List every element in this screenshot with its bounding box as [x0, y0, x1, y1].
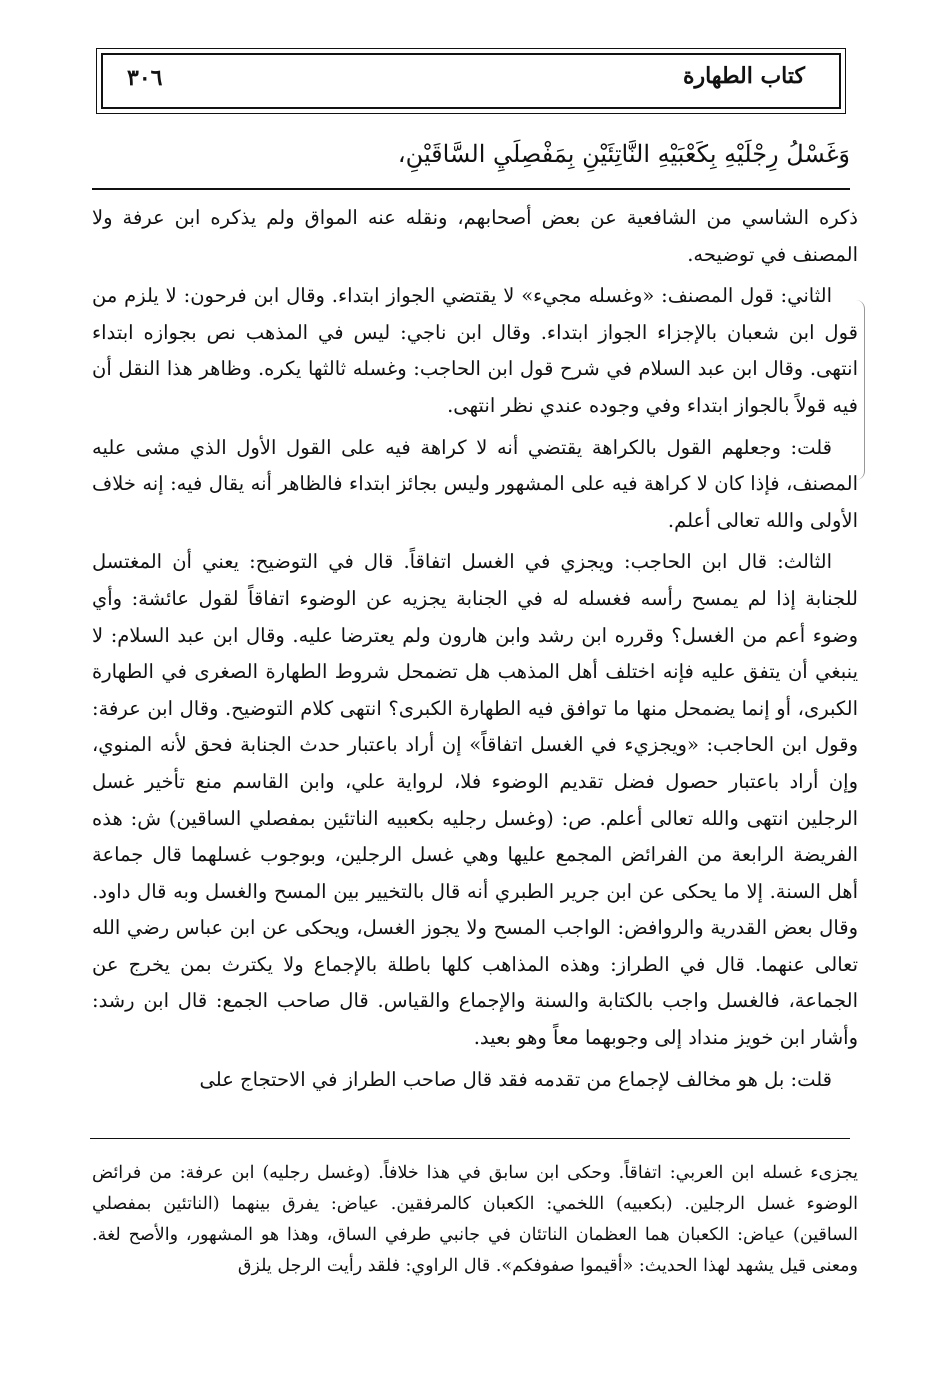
paragraph: قلت: بل هو مخالف لإجماع من تقدمه فقد قال صاحب الطراز في الاحتجاج على — [199, 1067, 832, 1091]
footnote-divider — [90, 1138, 850, 1139]
top-divider — [92, 188, 850, 190]
paragraph: قلت: وجعلهم القول بالكراهة يقتضي أنه لا كراهة فيه على القول الأول الذي مشى عليه المصنف، فإذا كان لا كراهة فيه على المشهور وليس بجائز ابتداء فالظاهر أنه يقال فيه: إنه خلاف الأولى والله تعالى أعلم. — [92, 435, 858, 532]
page-number: ٣٠٦ — [127, 65, 163, 91]
paragraph: الثالث: قال ابن الحاجب: ويجزي في الغسل اتفاقاً. قال في التوضيح: يعني أن المغتسل للجنابة إذا لم يمسح رأسه فغسله له في الجنابة يجزيه عن الوضوء اتفاقاً لقول عائشة: وأي وضوء أعم من الغسل؟ وقرره ابن رشد وابن هارون ولم يعترضا عليه. وقال ابن عبد السلام: لا ينبغي أن يتفق عليه فإنه اختلف أهل المذهب هل تضمحل شروط الطهارة الصغرى في الطهارة الكبرى، أو إنما يضمحل منها ما توافق فيه الطهارة الكبرى؟ انتهى كلام التوضيح. وقال ابن عرفة: وقول ابن الحاجب: «ويجزيء في الغسل اتفاقاً» إن أراد باعتبار حدث الجنابة فحق لأنه المنوي، وإن أراد باعتبار حصول فضل تقديم الوضوء فلا، لرواية علي، وابن القاسم منع تأخير غسل الرجلين انتهى والله تعالى أعلم. ص: (وغسل رجليه بكعبيه الناتئين بمفصلي الساقين) ش: هذه الفريضة الرابعة من الفرائض المجمع عليها وهي غسل الرجلين، وبوجوب غسلهما قال جماعة أهل السنة. إلا ما يحكى عن ابن جرير الطبري أنه قال بالتخيير بين المسح والغسل وبه قال داود. وقال بعض القدرية والروافض: الواجب المسح ولا يجوز الغسل، ويحكى عن ابن عباس رضي الله تعالى عنهما. قال في الطراز: وهذه المذاهب كلها باطلة بالإجماع ولا يكترث بمن يخرج عن الجماعة، فالغسل واجب بالكتابة والسنة والإجماع والقياس. قال صاحب الجمع: قال ابن رشد: وأشار ابن خويز منداد إلى وجوبهما معاً وهو بعيد. — [92, 550, 858, 1050]
page-header — [96, 48, 846, 114]
commentary-body — [92, 200, 858, 1098]
matn-text: وَغَسْلُ رِجْلَيْهِ بِكَعْبَيْهِ النَّاتِئَيْنِ بِمَفْصِلَيِ السَّاقَيْنِ، — [397, 140, 850, 168]
header-title: كتاب الطهارة — [682, 63, 805, 89]
footnote-text: يجزىء غسله ابن العربي: اتفاقاً. وحكى ابن سابق في هذا خلافاً. (وغسل رجليه) ابن عرفة: من فرائض الوضوء غسل الرجلين. (بكعبيه) اللخمي: الكعبان كالمرفقين. عياض: يفرق بينهما (الناتئين بمفصلي الساقين) عياض: الكعبان هما العظمان الناتئان في جانبي طرفي الساق، وهذا هو المشهور، والأصح لغة. ومعنى قيل يشهد لهذا الحديث: «أقيموا صفوفكم». قال الراوي: فلقد رأيت الرجل يلزق — [92, 1163, 858, 1276]
paragraph: الثاني: قول المصنف: «وغسله مجيء» لا يقتضي الجواز ابتداء. وقال ابن فرحون: لا يلزم من قول ابن شعبان بالإجزاء الجواز ابتداء. وقال ابن ناجي: ليس في المذهب نص بجوازه ابتداء انتهى. وقال ابن عبد السلام في شرح قول ابن الحاجب: وغسله ثالثها يكره. وظاهر هذا النقل أن فيه قولاً بالجواز ابتداء وفي وجوده عندي نظر انتهى. — [92, 284, 858, 417]
footnote-block — [92, 1158, 858, 1282]
paragraph: ذكره الشاسي من الشافعية عن بعض أصحابهم، ونقله عنه المواق ولم يذكره ابن عرفة ولا المصنف في توضيحه. — [92, 206, 858, 266]
